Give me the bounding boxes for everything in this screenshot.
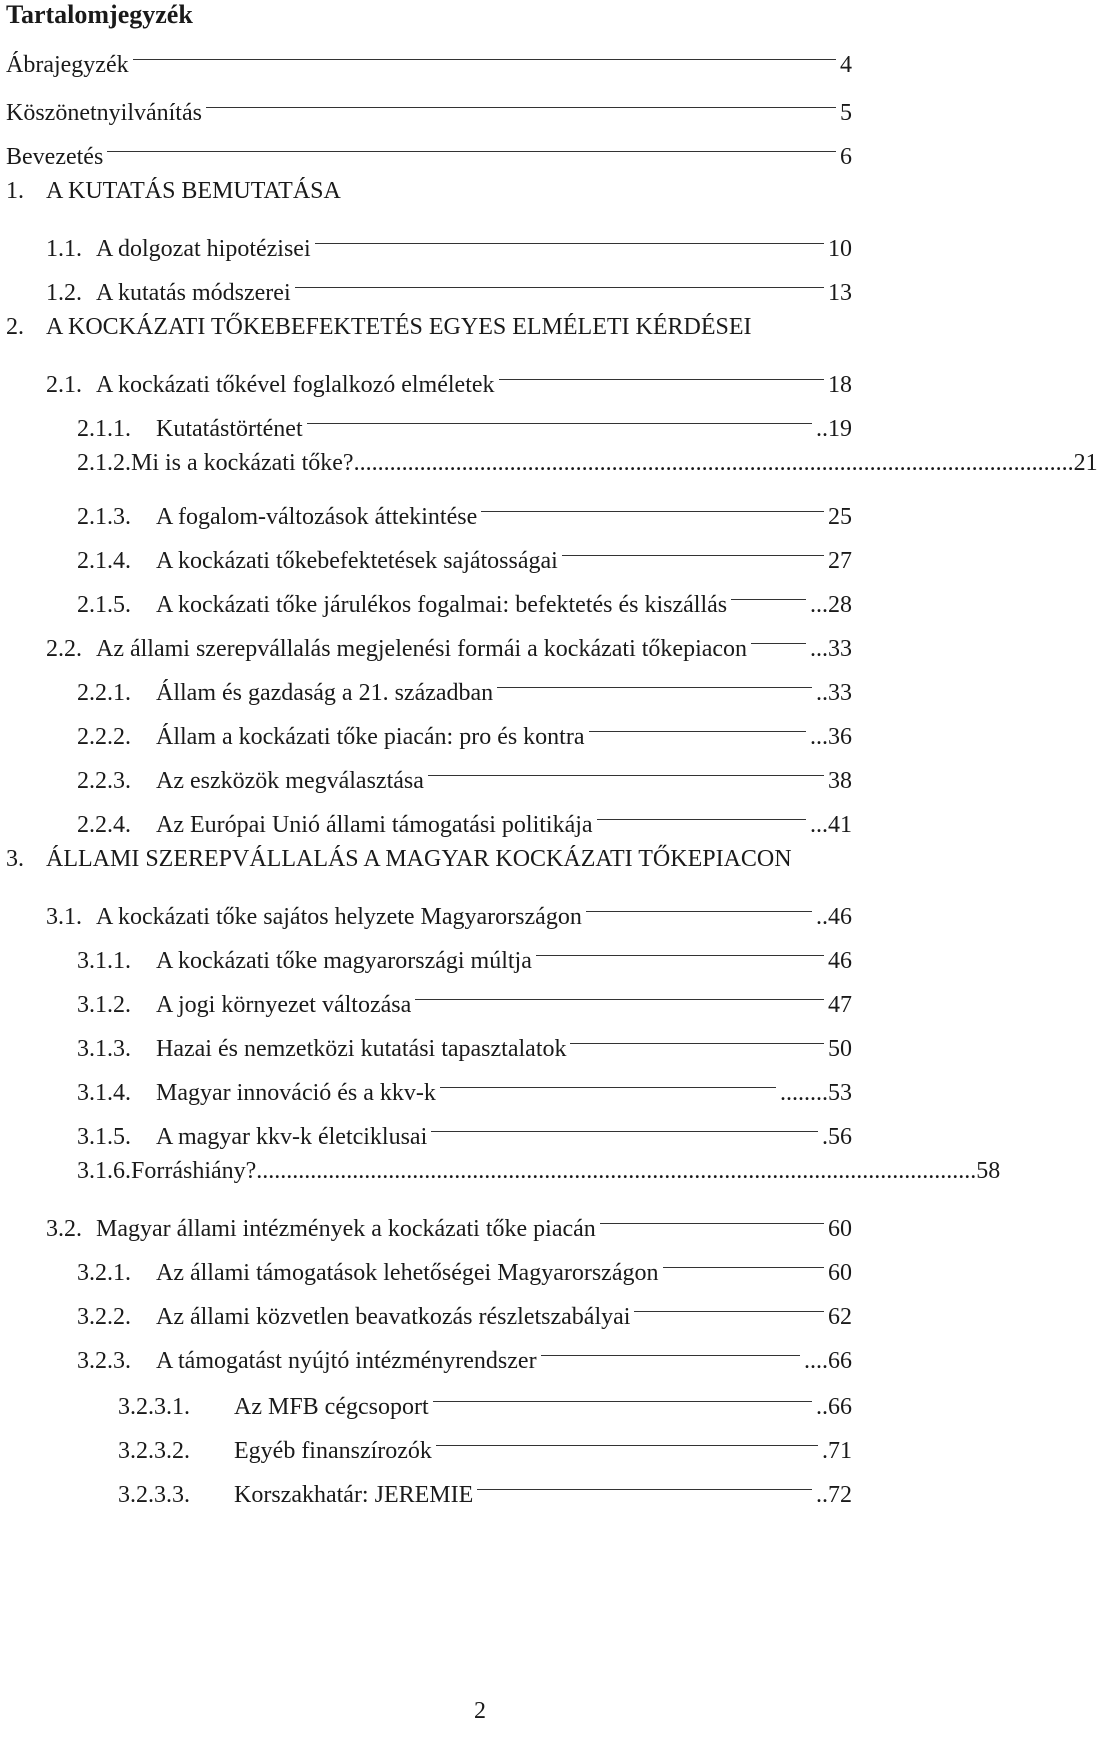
toc-entry[interactable] bbox=[77, 1110, 852, 1150]
toc-entry-label: A kockázati tőkével foglalkozó elméletek bbox=[96, 372, 495, 398]
toc-entry-number: 2.2.1. bbox=[77, 680, 131, 706]
toc-page-number: 33 bbox=[828, 680, 852, 706]
toc-entry-label: Magyar állami intézmények a kockázati tőke piacán bbox=[96, 1216, 596, 1242]
toc-leader bbox=[428, 754, 824, 788]
toc-entry-label: A fogalom-változások áttekintése bbox=[156, 504, 478, 530]
toc-leader bbox=[433, 1380, 812, 1414]
toc-page-number: 71 bbox=[828, 1438, 852, 1464]
toc-entry-number: 2.1.1. bbox=[77, 416, 131, 442]
toc-leader bbox=[731, 578, 806, 612]
toc-entry[interactable] bbox=[77, 1154, 1001, 1188]
toc-leader bbox=[663, 1246, 825, 1280]
toc-leader-tail: .. bbox=[816, 1394, 828, 1420]
toc-page-number: 66 bbox=[828, 1394, 852, 1420]
toc-page-number: 60 bbox=[828, 1260, 852, 1286]
toc-entry-number: 3.2.3.1. bbox=[118, 1394, 190, 1420]
toc-entry[interactable] bbox=[6, 130, 852, 170]
toc-entry-number: 3.1.6. bbox=[77, 1158, 131, 1184]
toc-entry-label: Az állami támogatások lehetőségei Magyarországon bbox=[156, 1260, 659, 1286]
toc-entry-number: 2.1. bbox=[46, 372, 82, 398]
toc-leader-tail: ... bbox=[810, 724, 828, 750]
toc-leader: ........................................................................................................................ bbox=[256, 1158, 977, 1184]
toc-entry-label: A kutatás módszerei bbox=[96, 280, 291, 306]
toc-leader bbox=[133, 38, 836, 72]
toc-entry[interactable] bbox=[6, 38, 852, 78]
toc-leader bbox=[431, 1110, 818, 1144]
toc-page-number: 50 bbox=[828, 1036, 852, 1062]
toc-page-number: 4 bbox=[840, 52, 852, 78]
toc-leader-tail: .. bbox=[816, 1482, 828, 1508]
toc-entry[interactable] bbox=[118, 1380, 852, 1420]
toc-entry[interactable] bbox=[77, 490, 852, 530]
toc-leader bbox=[562, 534, 824, 568]
toc-entry-label: Hazai és nemzetközi kutatási tapasztalatok bbox=[156, 1036, 567, 1062]
toc-leader-tail: ........ bbox=[780, 1080, 828, 1106]
toc-entry-number: 3.1.4. bbox=[77, 1080, 131, 1106]
toc-entry[interactable] bbox=[46, 622, 852, 662]
toc-page-number: 66 bbox=[828, 1348, 852, 1374]
toc-entry-number: 3.2.3.2. bbox=[118, 1438, 190, 1464]
toc-entry-number: 2. bbox=[6, 314, 24, 340]
toc-entry[interactable] bbox=[77, 1334, 852, 1374]
toc-leader bbox=[497, 666, 812, 700]
toc-leader bbox=[436, 1424, 818, 1458]
toc-leader bbox=[481, 490, 824, 524]
toc-leader bbox=[477, 1468, 812, 1502]
toc-entry-number: 3.2.1. bbox=[77, 1260, 131, 1286]
toc-leader-tail: ... bbox=[810, 812, 828, 838]
toc-entry[interactable] bbox=[77, 578, 852, 618]
toc-entry-label: Egyéb finanszírozók bbox=[234, 1438, 432, 1464]
toc-entry[interactable] bbox=[77, 934, 852, 974]
toc-page-number: 46 bbox=[828, 948, 852, 974]
toc-entry-number: 1.1. bbox=[46, 236, 82, 262]
toc-page-number: 60 bbox=[828, 1216, 852, 1242]
toc-entry-number: 2.2.2. bbox=[77, 724, 131, 750]
toc-entry-number: 3.1.5. bbox=[77, 1124, 131, 1150]
toc-leader bbox=[440, 1066, 776, 1100]
toc-page-number: 46 bbox=[828, 904, 852, 930]
toc-entry-number: 2.1.5. bbox=[77, 592, 131, 618]
toc-entry-number: 3.2.2. bbox=[77, 1304, 131, 1330]
toc-entry-number: 3. bbox=[6, 846, 24, 872]
toc-entry-label: ÁLLAMI SZEREPVÁLLALÁS A MAGYAR KOCKÁZATI TŐKEPIACON bbox=[46, 846, 792, 872]
toc-entry-label: Az MFB cégcsoport bbox=[234, 1394, 429, 1420]
toc-entry[interactable] bbox=[77, 710, 852, 750]
toc-entry-number: 2.2. bbox=[46, 636, 82, 662]
toc-page-number: 62 bbox=[828, 1304, 852, 1330]
toc-page-number: 36 bbox=[828, 724, 852, 750]
toc-entry-label: Magyar innováció és a kkv-k bbox=[156, 1080, 436, 1106]
toc-leader bbox=[499, 358, 824, 392]
toc-leader-tail: .. bbox=[816, 680, 828, 706]
toc-entry-label: Korszakhatár: JEREMIE bbox=[234, 1482, 474, 1508]
toc-entry-number: 2.2.3. bbox=[77, 768, 131, 794]
toc-leader bbox=[597, 798, 806, 832]
toc-leader bbox=[600, 1202, 824, 1236]
toc-page-number: 58 bbox=[976, 1158, 1001, 1184]
toc-entry[interactable] bbox=[77, 446, 1098, 480]
toc-leader bbox=[751, 622, 806, 656]
toc-entry-label: A KOCKÁZATI TŐKEBEFEKTETÉS EGYES ELMÉLETI KÉRDÉSEI bbox=[46, 314, 752, 340]
toc-entry[interactable] bbox=[46, 358, 852, 398]
toc-entry[interactable] bbox=[77, 1246, 852, 1286]
toc-leader bbox=[307, 402, 812, 436]
toc-page-number: 72 bbox=[828, 1482, 852, 1508]
toc-entry-label: Forráshiány? bbox=[131, 1158, 257, 1184]
toc-page-number: 56 bbox=[828, 1124, 852, 1150]
toc-entry-number: 3.1. bbox=[46, 904, 82, 930]
toc-entry[interactable] bbox=[46, 890, 852, 930]
toc-entry-label: Az eszközök megválasztása bbox=[156, 768, 424, 794]
toc-entry-number: 1. bbox=[6, 178, 24, 204]
toc-leader-tail: .. bbox=[816, 416, 828, 442]
toc-entry-label: Állam és gazdaság a 21. században bbox=[156, 680, 494, 706]
toc-entry-number: 3.1.3. bbox=[77, 1036, 131, 1062]
toc-leader bbox=[536, 934, 824, 968]
toc-page-number: 27 bbox=[828, 548, 852, 574]
toc-entry-number: 2.1.3. bbox=[77, 504, 131, 530]
toc-entry-label: Mi is a kockázati tőke? bbox=[131, 450, 354, 476]
toc-entry-label: Kutatástörténet bbox=[156, 416, 303, 442]
toc-entry-label: A kockázati tőkebefektetések sajátosságai bbox=[156, 548, 558, 574]
toc-page-number: 33 bbox=[828, 636, 852, 662]
toc-page-number: 5 bbox=[840, 100, 852, 126]
toc-entry-number: 3.2.3.3. bbox=[118, 1482, 190, 1508]
toc-entry[interactable] bbox=[77, 978, 852, 1018]
toc-entry-label: A magyar kkv-k életciklusai bbox=[156, 1124, 428, 1150]
toc-entry[interactable] bbox=[77, 534, 852, 574]
toc-entry[interactable] bbox=[6, 174, 940, 208]
toc-entry-label: Az állami szerepvállalás megjelenési formái a kockázati tőkepiacon bbox=[96, 636, 748, 662]
toc-entry-number: 3.1.2. bbox=[77, 992, 131, 1018]
toc-entry[interactable] bbox=[77, 754, 852, 794]
toc-entry[interactable] bbox=[118, 1424, 852, 1464]
toc-page-number: 21 bbox=[1073, 450, 1098, 476]
toc-entry-label: Bevezetés bbox=[6, 144, 104, 170]
toc-entry-label: A dolgozat hipotézisei bbox=[96, 236, 311, 262]
toc-entry-number: 3.2. bbox=[46, 1216, 82, 1242]
toc-page-number: 41 bbox=[828, 812, 852, 838]
toc-leader bbox=[541, 1334, 800, 1368]
toc-leader-tail: . bbox=[822, 1438, 828, 1464]
toc-leader bbox=[589, 710, 807, 744]
toc-entry-label: Állam a kockázati tőke piacán: pro és kontra bbox=[156, 724, 585, 750]
toc-entry-label: A kockázati tőke sajátos helyzete Magyarországon bbox=[96, 904, 582, 930]
toc-page-number: 47 bbox=[828, 992, 852, 1018]
toc-entry-label: A kockázati tőke járulékos fogalmai: befektetés és kiszállás bbox=[156, 592, 728, 618]
toc-page-number: 53 bbox=[828, 1080, 852, 1106]
toc-page-number: 38 bbox=[828, 768, 852, 794]
toc-entry[interactable] bbox=[6, 310, 940, 344]
toc-leader-tail: .. bbox=[816, 904, 828, 930]
toc-entry[interactable] bbox=[77, 1066, 852, 1106]
toc-page-number: 10 bbox=[828, 236, 852, 262]
toc-page-number: 19 bbox=[828, 416, 852, 442]
toc-leader-tail: .... bbox=[804, 1348, 828, 1374]
toc-leader bbox=[206, 86, 836, 120]
toc-entry-number: 3.2.3. bbox=[77, 1348, 131, 1374]
toc-leader bbox=[315, 222, 824, 256]
toc-entry-number: 2.1.4. bbox=[77, 548, 131, 574]
toc-entry[interactable] bbox=[46, 222, 852, 262]
toc-entry[interactable] bbox=[118, 1468, 852, 1508]
toc-page-number: 6 bbox=[840, 144, 852, 170]
toc-leader-tail: . bbox=[822, 1124, 828, 1150]
toc-entry-label: A KUTATÁS BEMUTATÁSA bbox=[46, 178, 341, 204]
toc-entry-number: 2.1.2. bbox=[77, 450, 131, 476]
toc-entry-number: 2.2.4. bbox=[77, 812, 131, 838]
toc-entry-number: 1.2. bbox=[46, 280, 82, 306]
toc-entry-label: A jogi környezet változása bbox=[156, 992, 412, 1018]
toc-leader-tail: ... bbox=[810, 636, 828, 662]
toc-entry[interactable] bbox=[77, 666, 852, 706]
toc-entry-label: Az Európai Unió állami támogatási politikája bbox=[156, 812, 593, 838]
toc-leader-tail: ... bbox=[810, 592, 828, 618]
toc-entry-label: A kockázati tőke magyarországi múltja bbox=[156, 948, 532, 974]
toc-leader bbox=[570, 1022, 824, 1056]
toc-leader: ........................................................................................................................ bbox=[353, 450, 1074, 476]
toc-entry[interactable] bbox=[6, 842, 940, 876]
toc-leader bbox=[415, 978, 824, 1012]
toc-leader bbox=[295, 266, 824, 300]
toc-entry[interactable] bbox=[77, 798, 852, 838]
toc-leader bbox=[634, 1290, 824, 1324]
toc-title: Tartalomjegyzék bbox=[6, 0, 193, 29]
toc-entry-label: A támogatást nyújtó intézményrendszer bbox=[156, 1348, 537, 1374]
toc-entry[interactable] bbox=[46, 1202, 852, 1242]
toc-entry[interactable] bbox=[6, 86, 852, 126]
page-number: 2 bbox=[474, 1698, 486, 1724]
toc-entry[interactable] bbox=[77, 1290, 852, 1330]
toc-page-number: 13 bbox=[828, 280, 852, 306]
toc-leader bbox=[586, 890, 812, 924]
toc-entry-number: 3.1.1. bbox=[77, 948, 131, 974]
toc-page-number: 18 bbox=[828, 372, 852, 398]
toc-entry[interactable] bbox=[77, 402, 852, 442]
toc-entry-label: Az állami közvetlen beavatkozás részletszabályai bbox=[156, 1304, 631, 1330]
toc-page-number: 28 bbox=[828, 592, 852, 618]
toc-entry-label: Köszönetnyilvánítás bbox=[6, 100, 202, 126]
toc-page-number: 25 bbox=[828, 504, 852, 530]
toc-entry[interactable] bbox=[77, 1022, 852, 1062]
toc-entry[interactable] bbox=[46, 266, 852, 306]
toc-entry-label: Ábrajegyzék bbox=[6, 52, 129, 78]
toc-leader bbox=[107, 130, 836, 164]
